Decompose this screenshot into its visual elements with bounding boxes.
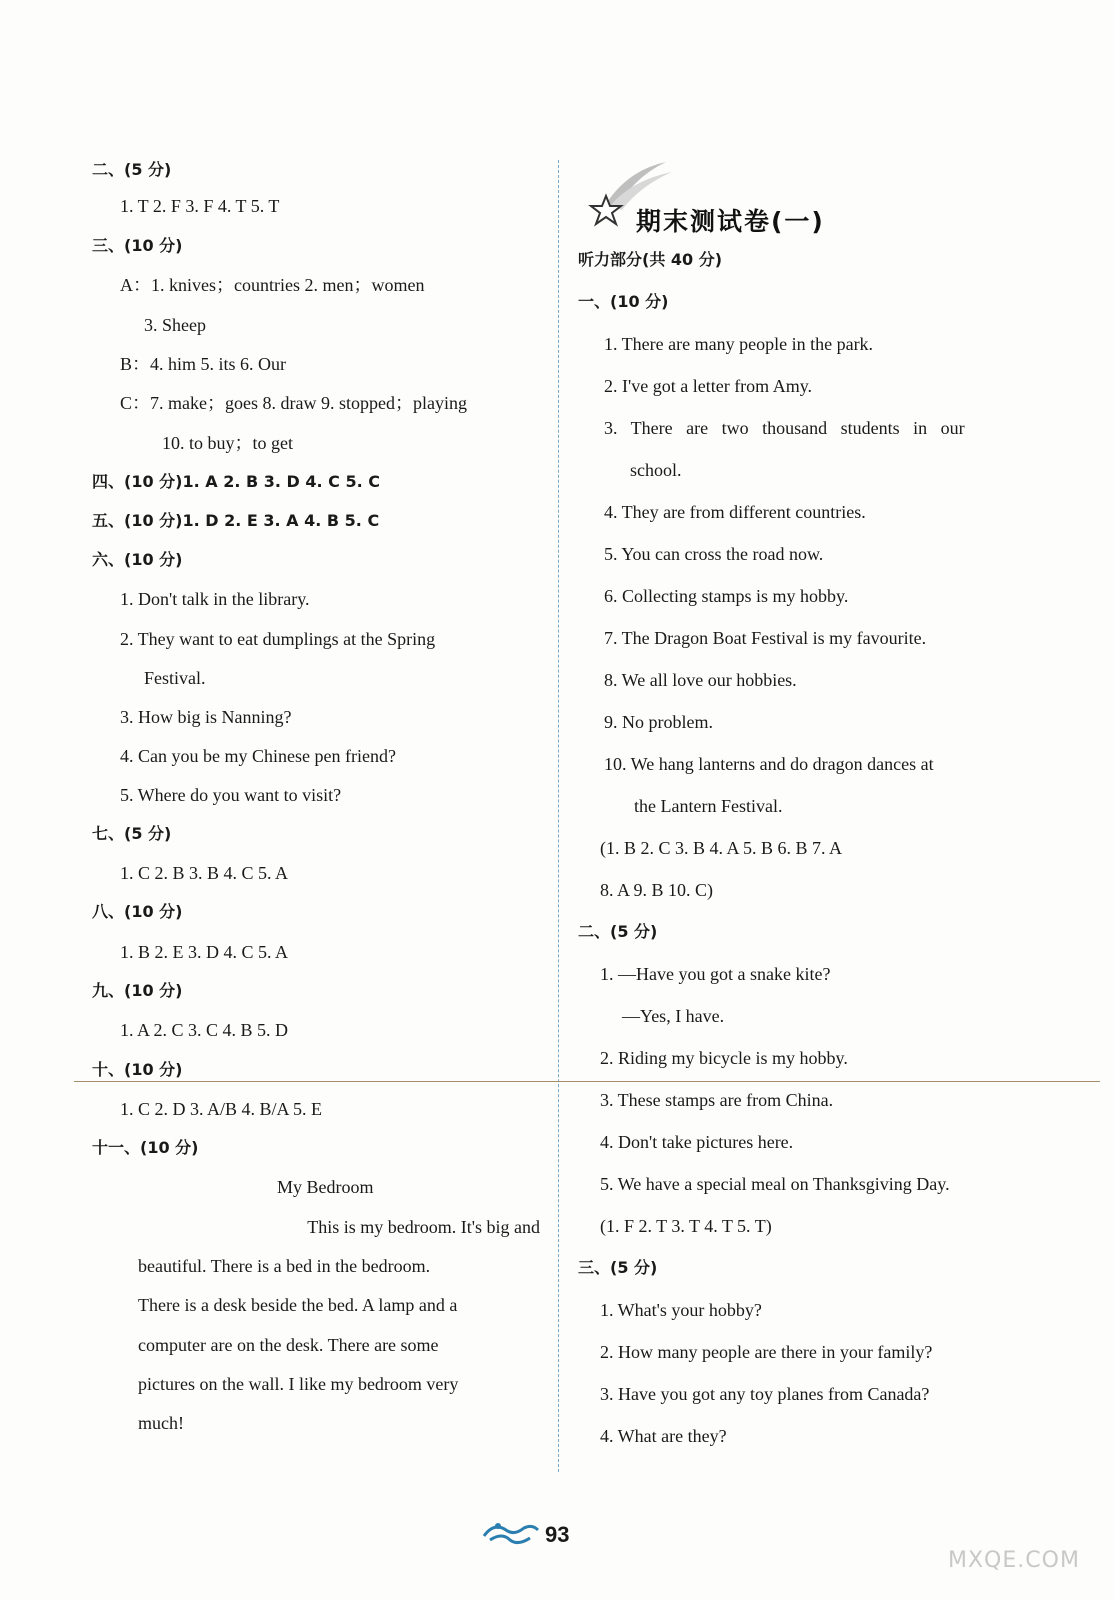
r3-item-3: 3. Have you got any toy planes from Canada?: [600, 1384, 930, 1404]
essay-line-4: computer are on the desk. There are some: [138, 1335, 439, 1355]
section-5-line: 五、(10 分)1. D 2. E 3. A 4. B 5. C: [92, 511, 380, 530]
r1-item-9: 9. No problem.: [604, 712, 713, 732]
section-9-answers: 1. A 2. C 3. C 4. B 5. D: [120, 1020, 289, 1040]
r2-item-5: 5. We have a special meal on Thanksgiving Day.: [600, 1174, 950, 1194]
section-8-answers: 1. B 2. E 3. D 4. C 5. A: [120, 942, 289, 962]
r2-item-2: 2. Riding my bicycle is my hobby.: [600, 1048, 848, 1068]
r2-item-1: 1. —Have you got a snake kite?: [600, 964, 831, 984]
section-6-item-2: 2. They want to eat dumplings at the Spring: [120, 629, 436, 649]
horizontal-rule: [74, 1081, 1100, 1082]
essay-line-1: This is my bedroom. It's big and: [307, 1217, 540, 1237]
section-6-item-2b: Festival.: [144, 668, 206, 688]
essay-title: My Bedroom: [277, 1177, 374, 1197]
section-6-item-3: 3. How big is Nanning?: [120, 707, 292, 727]
section-10-heading: 十、(10 分): [92, 1060, 183, 1079]
publisher-logo-icon: [480, 1516, 540, 1550]
r1-item-10b: the Lantern Festival.: [634, 796, 783, 816]
r3-item-2: 2. How many people are there in your family?: [600, 1342, 933, 1362]
section-3-b: B：4. him 5. its 6. Our: [120, 354, 287, 374]
r2-item-1b: —Yes, I have.: [622, 1006, 725, 1026]
r1-item-1: 1. There are many people in the park.: [604, 334, 874, 354]
r-section-3-heading: 三、(5 分): [578, 1258, 658, 1277]
r1-item-2: 2. I've got a letter from Amy.: [604, 376, 813, 396]
r1-item-3b: school.: [630, 460, 682, 480]
section-2-heading: 二、(5 分): [92, 160, 172, 179]
section-3-a: A：1. knives；countries 2. men；women: [120, 275, 425, 295]
section-7-heading: 七、(5 分): [92, 824, 172, 843]
section-4-line: 四、(10 分)1. A 2. B 3. D 4. C 5. C: [92, 472, 380, 491]
r1-item-10: 10. We hang lanterns and do dragon dances at: [604, 754, 934, 774]
r1-item-8: 8. We all love our hobbies.: [604, 670, 797, 690]
test-title: 期末测试卷(一): [636, 207, 825, 236]
section-6-heading: 六、(10 分): [92, 550, 183, 569]
r1-answers: (1. B 2. C 3. B 4. A 5. B 6. B 7. A: [600, 838, 843, 858]
essay-line-2: beautiful. There is a bed in the bedroom.: [138, 1256, 431, 1276]
column-divider: [558, 160, 559, 1472]
section-11-heading: 十一、(10 分): [92, 1138, 199, 1157]
section-3-a2: 3. Sheep: [144, 315, 206, 335]
watermark: MXQE.COM: [948, 1548, 1080, 1573]
section-7-answers: 1. C 2. B 3. B 4. C 5. A: [120, 863, 289, 883]
section-6-item-5: 5. Where do you want to visit?: [120, 785, 342, 805]
section-9-heading: 九、(10 分): [92, 981, 183, 1000]
section-3-c: C：7. make；goes 8. draw 9. stopped；playing: [120, 393, 467, 413]
r2-answers: (1. F 2. T 3. T 4. T 5. T): [600, 1216, 772, 1236]
section-6-item-1: 1. Don't talk in the library.: [120, 589, 310, 609]
section-6-item-4: 4. Can you be my Chinese pen friend?: [120, 746, 396, 766]
r-section-2-heading: 二、(5 分): [578, 922, 658, 941]
r2-item-4: 4. Don't take pictures here.: [600, 1132, 794, 1152]
r1-item-6: 6. Collecting stamps is my hobby.: [604, 586, 849, 606]
r1-item-4: 4. They are from different countries.: [604, 502, 866, 522]
r1-answers-2: 8. A 9. B 10. C): [600, 880, 714, 900]
r-section-1-heading: 一、(10 分): [578, 292, 669, 311]
essay-line-3: There is a desk beside the bed. A lamp and a: [138, 1295, 458, 1315]
section-3-c2: 10. to buy；to get: [162, 433, 293, 453]
r1-item-3: 3. There are two thousand students in our: [604, 418, 965, 438]
listening-heading: 听力部分(共 40 分): [578, 250, 723, 269]
r1-item-5: 5. You can cross the road now.: [604, 544, 824, 564]
section-2-answers: 1. T 2. F 3. F 4. T 5. T: [120, 196, 280, 216]
section-10-answers: 1. C 2. D 3. A/B 4. B/A 5. E: [120, 1099, 323, 1119]
page-number: 93: [545, 1522, 570, 1547]
r2-item-3: 3. These stamps are from China.: [600, 1090, 834, 1110]
r3-item-1: 1. What's your hobby?: [600, 1300, 762, 1320]
essay-line-6: much!: [138, 1413, 184, 1433]
r3-item-4: 4. What are they?: [600, 1426, 727, 1446]
section-3-heading: 三、(10 分): [92, 236, 183, 255]
r1-item-7: 7. The Dragon Boat Festival is my favourite.: [604, 628, 927, 648]
essay-line-5: pictures on the wall. I like my bedroom very: [138, 1374, 459, 1394]
test-title-banner: [588, 160, 868, 240]
section-8-heading: 八、(10 分): [92, 902, 183, 921]
